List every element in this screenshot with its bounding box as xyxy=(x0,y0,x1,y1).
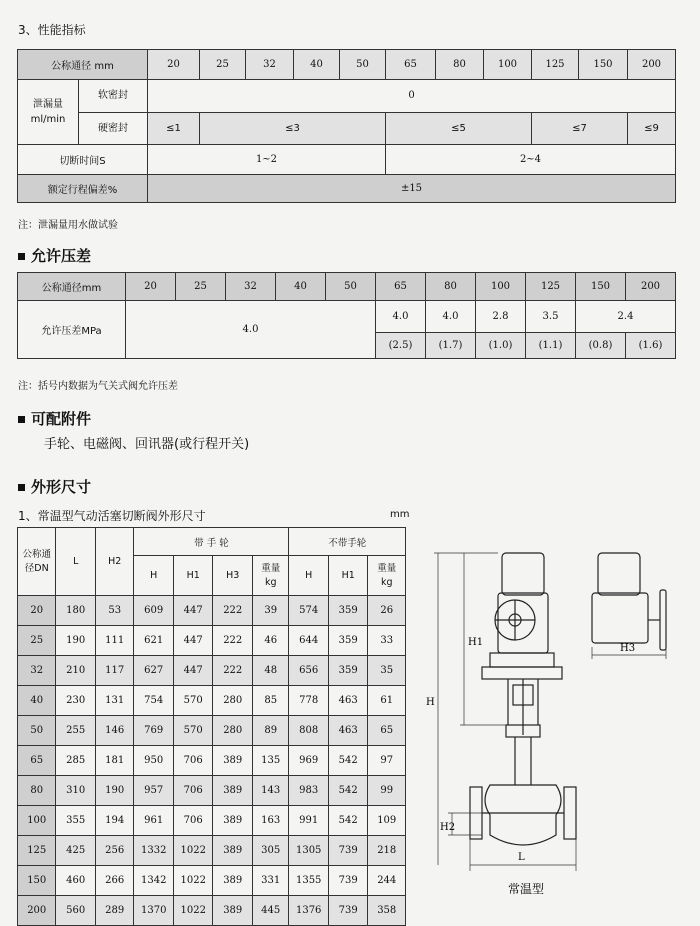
table-cell: 460 xyxy=(56,866,96,896)
table-cell: 222 xyxy=(213,656,253,686)
size-cell: 40 xyxy=(276,273,326,301)
size-header-label: 公称通径mm xyxy=(18,273,126,301)
table-cell: 285 xyxy=(56,746,96,776)
H-header: H xyxy=(289,556,329,596)
table-cell: 111 xyxy=(95,626,133,656)
side-handwheel-icon xyxy=(660,590,666,650)
table-cell: 39 xyxy=(253,596,289,626)
table-cell: 25 xyxy=(18,626,56,656)
performance-table xyxy=(17,49,676,203)
table-cell: 983 xyxy=(289,776,329,806)
pressure-closed-value: (1.6) xyxy=(626,333,676,359)
weight-header: 重量 kg xyxy=(253,556,289,596)
H1-header: H1 xyxy=(173,556,213,596)
table-cell: 89 xyxy=(253,716,289,746)
table-cell: 359 xyxy=(328,626,368,656)
table-cell: 447 xyxy=(173,626,213,656)
table-cell: 256 xyxy=(95,836,133,866)
table-cell: 1022 xyxy=(173,866,213,896)
size-cell: 25 xyxy=(176,273,226,301)
table-cell: 570 xyxy=(173,716,213,746)
table-cell: 50 xyxy=(18,716,56,746)
cutoff-time-value: 1~2 xyxy=(148,145,386,175)
size-cell: 65 xyxy=(386,50,436,80)
pressure-note: 注：括号内数据为气关式阀允许压差 xyxy=(18,381,178,392)
leakage-unit: ml/min xyxy=(30,114,66,125)
table-cell: 542 xyxy=(328,776,368,806)
table-cell: 389 xyxy=(213,836,253,866)
table-cell: 181 xyxy=(95,746,133,776)
size-cell: 40 xyxy=(294,50,340,80)
table-cell: 644 xyxy=(289,626,329,656)
size-cell: 25 xyxy=(200,50,246,80)
table-cell: 739 xyxy=(328,836,368,866)
stroke-deviation-label: 额定行程偏差% xyxy=(18,175,148,203)
table-cell: 778 xyxy=(289,686,329,716)
hard-seal-value: ≤9 xyxy=(628,112,676,145)
hard-seal-value: ≤3 xyxy=(200,112,386,145)
table-cell: 389 xyxy=(213,866,253,896)
table-cell: 355 xyxy=(56,806,96,836)
size-cell: 80 xyxy=(426,273,476,301)
table-cell: 85 xyxy=(253,686,289,716)
table-cell: 222 xyxy=(213,596,253,626)
H1-header: H1 xyxy=(328,556,368,596)
table-cell: 359 xyxy=(328,596,368,626)
H-label: H xyxy=(426,697,435,708)
table-cell: 97 xyxy=(368,746,406,776)
table-cell: 80 xyxy=(18,776,56,806)
size-cell: 50 xyxy=(340,50,386,80)
table-cell: 109 xyxy=(368,806,406,836)
table-cell: 389 xyxy=(213,776,253,806)
table-cell: 100 xyxy=(18,806,56,836)
table-cell: 621 xyxy=(134,626,174,656)
pressure-closed-value: (1.1) xyxy=(526,333,576,359)
table-cell: 950 xyxy=(134,746,174,776)
table-cell: 445 xyxy=(253,896,289,926)
table-cell: 163 xyxy=(253,806,289,836)
size-cell: 20 xyxy=(148,50,200,80)
table-cell: 194 xyxy=(95,806,133,836)
table-cell: 359 xyxy=(328,656,368,686)
H2-label: H2 xyxy=(440,822,456,833)
pressure-value: 3.5 xyxy=(526,301,576,333)
pressure-closed-value: (0.8) xyxy=(576,333,626,359)
table-cell: 1332 xyxy=(134,836,174,866)
dimensions-unit: mm xyxy=(390,509,410,520)
table-cell: 1305 xyxy=(289,836,329,866)
table-cell: 808 xyxy=(289,716,329,746)
table-cell: 542 xyxy=(328,806,368,836)
table-cell: 358 xyxy=(368,896,406,926)
table-cell: 46 xyxy=(253,626,289,656)
table-cell: 61 xyxy=(368,686,406,716)
side-view-body xyxy=(592,593,648,643)
cutoff-time-value: 2~4 xyxy=(386,145,676,175)
table-row xyxy=(18,836,406,866)
drawing-caption: 常温型 xyxy=(508,882,545,896)
table-cell: 222 xyxy=(213,626,253,656)
table-cell: 656 xyxy=(289,656,329,686)
table-cell: 706 xyxy=(173,776,213,806)
table-cell: 244 xyxy=(368,866,406,896)
table-cell: 1370 xyxy=(134,896,174,926)
pressure-value: 4.0 xyxy=(376,301,426,333)
size-cell: 20 xyxy=(126,273,176,301)
table-row xyxy=(18,806,406,836)
performance-note: 注：泄漏量用水做试验 xyxy=(18,220,118,231)
table-cell: 1342 xyxy=(134,866,174,896)
size-cell: 150 xyxy=(579,50,628,80)
table-cell: 255 xyxy=(56,716,96,746)
table-row xyxy=(18,596,406,626)
weight-header: 重量 kg xyxy=(368,556,406,596)
without-handwheel-header: 不带手轮 xyxy=(289,528,406,556)
section-dimensions-heading: 外形尺寸 xyxy=(18,476,91,497)
table-cell: 305 xyxy=(253,836,289,866)
table-cell: 40 xyxy=(18,686,56,716)
table-cell: 991 xyxy=(289,806,329,836)
dimensions-body xyxy=(18,596,406,926)
size-cell: 100 xyxy=(484,50,532,80)
table-cell: 218 xyxy=(368,836,406,866)
soft-seal-value: 0 xyxy=(148,80,676,113)
table-cell: 266 xyxy=(95,866,133,896)
table-cell: 20 xyxy=(18,596,56,626)
table-cell: 389 xyxy=(213,896,253,926)
pressure-closed-value: (1.7) xyxy=(426,333,476,359)
table-cell: 425 xyxy=(56,836,96,866)
pressure-value: 4.0 xyxy=(426,301,476,333)
table-cell: 180 xyxy=(56,596,96,626)
table-cell: 969 xyxy=(289,746,329,776)
H3-header: H3 xyxy=(213,556,253,596)
pressure-closed-value: (1.0) xyxy=(476,333,526,359)
pressure-table xyxy=(17,272,676,359)
pressure-small-value: 4.0 xyxy=(126,301,376,359)
H1-label: H1 xyxy=(468,637,484,648)
table-cell: 570 xyxy=(173,686,213,716)
table-cell: 627 xyxy=(134,656,174,686)
pressure-closed-value: (2.5) xyxy=(376,333,426,359)
table-cell: 200 xyxy=(18,896,56,926)
with-handwheel-header: 带 手 轮 xyxy=(134,528,289,556)
hard-seal-value: ≤5 xyxy=(386,112,532,145)
pressure-value: 2.8 xyxy=(476,301,526,333)
section-accessories-heading: 可配附件 xyxy=(18,408,91,429)
size-cell: 65 xyxy=(376,273,426,301)
table-cell: 190 xyxy=(95,776,133,806)
table-cell: 35 xyxy=(368,656,406,686)
table-cell: 574 xyxy=(289,596,329,626)
table-cell: 289 xyxy=(95,896,133,926)
L-label: L xyxy=(518,852,525,863)
table-row xyxy=(18,896,406,926)
cutoff-time-label: 切断时间S xyxy=(18,145,148,175)
table-cell: 117 xyxy=(95,656,133,686)
table-cell: 1355 xyxy=(289,866,329,896)
size-cell: 80 xyxy=(436,50,484,80)
size-cell: 50 xyxy=(326,273,376,301)
leakage-label-cell xyxy=(18,80,148,145)
table-cell: 65 xyxy=(368,716,406,746)
L-header: L xyxy=(56,528,96,596)
table-cell: 706 xyxy=(173,746,213,776)
table-cell: 33 xyxy=(368,626,406,656)
table-cell: 53 xyxy=(95,596,133,626)
table-cell: 463 xyxy=(328,686,368,716)
table-cell: 99 xyxy=(368,776,406,806)
table-cell: 1376 xyxy=(289,896,329,926)
actuator-cylinder xyxy=(502,553,544,595)
accessories-text: 手轮、电磁阀、回讯器(或行程开关) xyxy=(44,437,250,452)
table-cell: 230 xyxy=(56,686,96,716)
table-cell: 739 xyxy=(328,866,368,896)
bullet-icon xyxy=(18,416,25,423)
size-cell: 200 xyxy=(626,273,676,301)
hard-seal-label: 硬密封 xyxy=(98,123,128,134)
table-cell: 310 xyxy=(56,776,96,806)
table-cell: 706 xyxy=(173,806,213,836)
dimensions-table xyxy=(17,527,406,926)
stroke-deviation-value: ±15 xyxy=(148,175,676,203)
table-cell: 131 xyxy=(95,686,133,716)
pressure-value: 2.4 xyxy=(576,301,676,333)
table-cell: 190 xyxy=(56,626,96,656)
size-header-label: 公称通径 mm xyxy=(18,50,148,80)
table-cell: 65 xyxy=(18,746,56,776)
H-header: H xyxy=(134,556,174,596)
table-cell: 1022 xyxy=(173,836,213,866)
table-cell: 48 xyxy=(253,656,289,686)
section-pressure-heading: 允许压差 xyxy=(18,245,91,266)
size-cell: 32 xyxy=(226,273,276,301)
table-cell: 389 xyxy=(213,806,253,836)
table-cell: 769 xyxy=(134,716,174,746)
size-cell: 100 xyxy=(476,273,526,301)
table-cell: 150 xyxy=(18,866,56,896)
table-row xyxy=(18,716,406,746)
size-cell: 32 xyxy=(246,50,294,80)
table-cell: 447 xyxy=(173,596,213,626)
dimensions-subheading: 1、常温型气动活塞切断阀外形尺寸 xyxy=(18,509,206,523)
table-cell: 447 xyxy=(173,656,213,686)
table-cell: 560 xyxy=(56,896,96,926)
table-cell: 609 xyxy=(134,596,174,626)
table-cell: 542 xyxy=(328,746,368,776)
size-cell: 125 xyxy=(526,273,576,301)
table-cell: 280 xyxy=(213,716,253,746)
leakage-label: 泄漏量 xyxy=(33,99,63,110)
table-row xyxy=(18,866,406,896)
table-cell: 739 xyxy=(328,896,368,926)
table-cell: 135 xyxy=(253,746,289,776)
soft-seal-label: 软密封 xyxy=(79,80,147,113)
bullet-icon xyxy=(18,253,25,260)
table-cell: 210 xyxy=(56,656,96,686)
table-row xyxy=(18,656,406,686)
table-row xyxy=(18,746,406,776)
table-cell: 1022 xyxy=(173,896,213,926)
section-performance-heading: 3、性能指标 xyxy=(18,23,86,37)
table-row xyxy=(18,626,406,656)
size-cell: 150 xyxy=(576,273,626,301)
table-cell: 32 xyxy=(18,656,56,686)
table-row xyxy=(18,686,406,716)
table-cell: 125 xyxy=(18,836,56,866)
bullet-icon xyxy=(18,484,25,491)
H2-header: H2 xyxy=(95,528,133,596)
table-cell: 754 xyxy=(134,686,174,716)
pressure-label: 允许压差MPa xyxy=(18,301,126,359)
side-view-cylinder xyxy=(598,553,640,595)
dn-header: 公称通 径DN xyxy=(18,528,56,596)
size-cell: 200 xyxy=(628,50,676,80)
size-cell: 125 xyxy=(532,50,579,80)
table-row xyxy=(18,776,406,806)
table-cell: 280 xyxy=(213,686,253,716)
table-cell: 961 xyxy=(134,806,174,836)
valve-outline-drawing xyxy=(420,535,680,910)
hard-seal-value: ≤7 xyxy=(532,112,628,145)
table-cell: 463 xyxy=(328,716,368,746)
table-cell: 957 xyxy=(134,776,174,806)
table-cell: 26 xyxy=(368,596,406,626)
table-cell: 389 xyxy=(213,746,253,776)
hard-seal-value: ≤1 xyxy=(148,112,200,145)
H3-label: H3 xyxy=(620,643,636,654)
table-cell: 143 xyxy=(253,776,289,806)
table-cell: 331 xyxy=(253,866,289,896)
table-cell: 146 xyxy=(95,716,133,746)
